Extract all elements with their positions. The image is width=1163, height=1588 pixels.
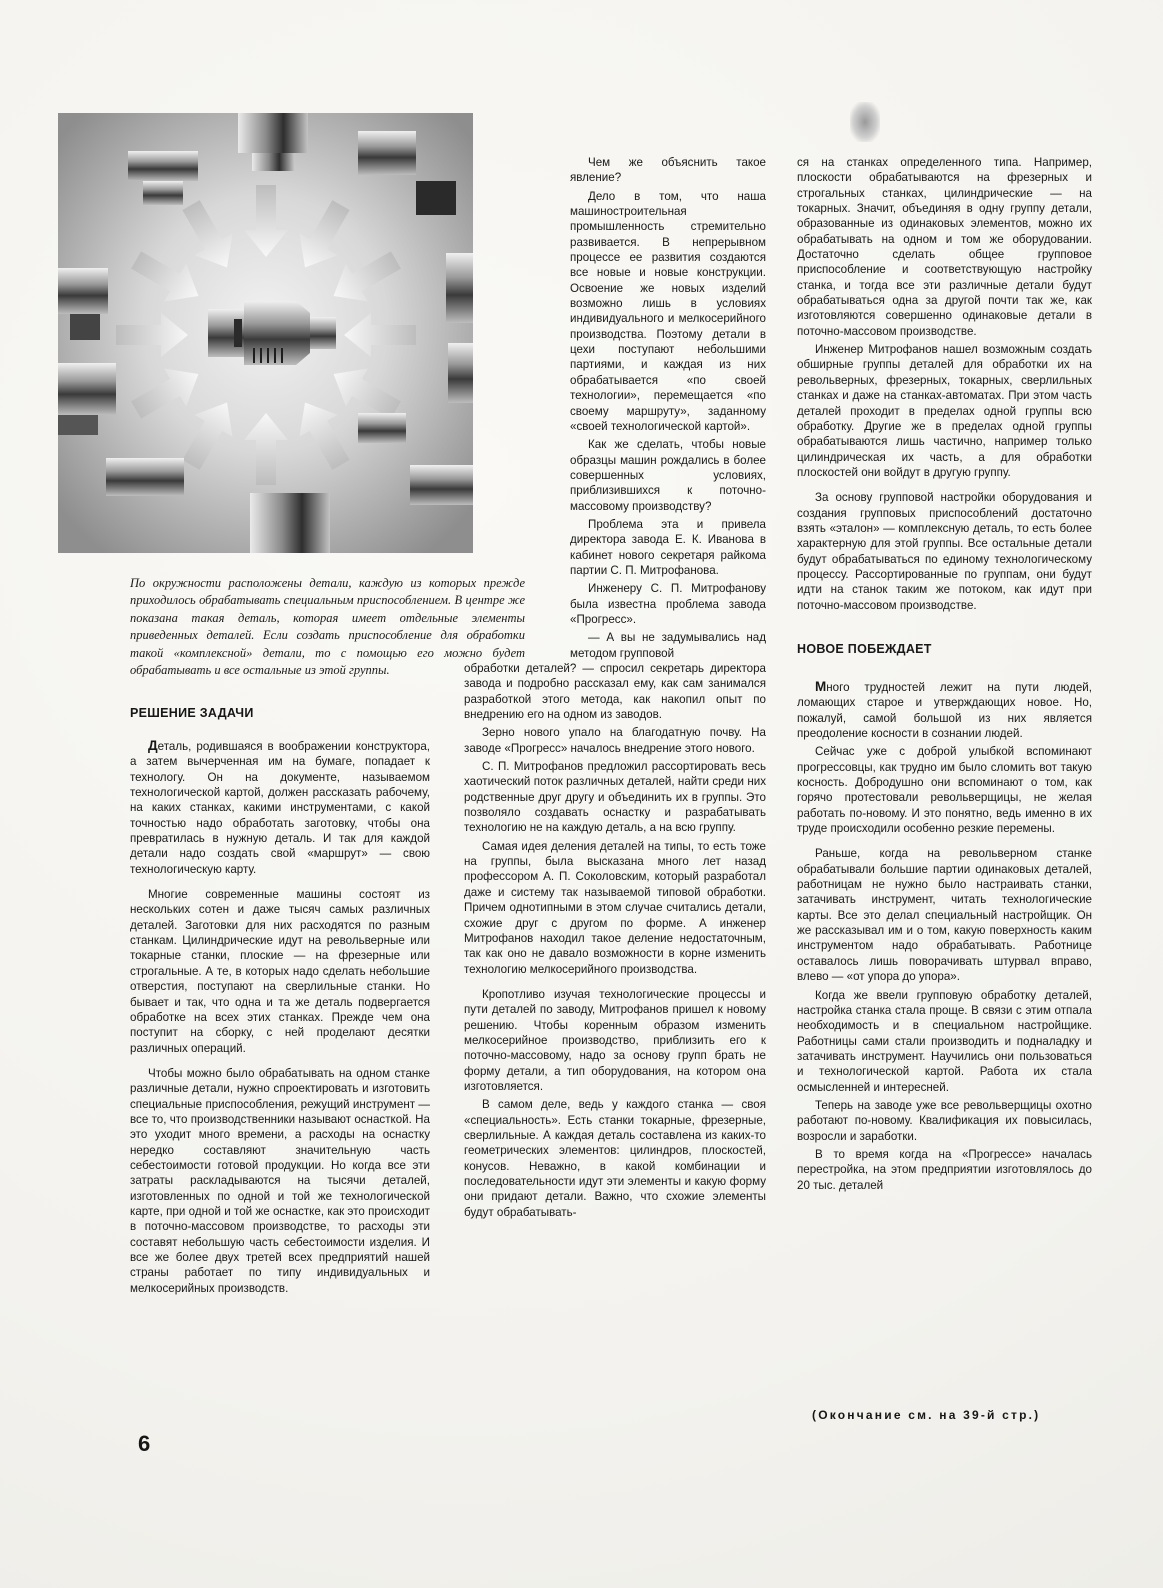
- paragraph: Сейчас уже с доброй улыбкой вспоминают прогрессовцы, как трудно им было сломить вот такую косность. Добродушно они вспоминают о том, как горячо протестовали револьверщицы, не желая работать по-новому. И это понятно, ведь именно в их труде происходили особенно резкие перемены.: [797, 745, 1092, 836]
- paragraph: Как же сделать, чтобы новые образцы машин рождались в более совершенных условиях, приблизившихся к поточно-массовому производству?: [570, 438, 766, 513]
- paragraph: Проблема эта и привела директора завода Е. К. Иванова в кабинет нового секретаря райкома партии С. П. Митрофанова.: [570, 517, 766, 577]
- page-number: 6: [138, 1431, 151, 1456]
- paragraph: В то время когда на «Прогрессе» началась перестройка, на этом предприятии изготовлялось до 20 тыс. деталей: [797, 1147, 1092, 1192]
- paragraph-text: ного трудностей лежит на пути людей, ломающих старое и утверждающих новое. Но, пожалуй, самой большой из них является преодоление косности в сознании людей.: [797, 680, 1092, 740]
- illustration-machine-parts: [58, 113, 473, 553]
- paragraph: — А вы не задумывались над методом групповой: [570, 631, 766, 660]
- paragraph: Дело в том, что наша машиностроительная промышленность стремительно развивается. В непрерывном процессе ее развития создаются все новые и новые конструкции. Освоение же новых изделий возможно лишь в условиях индивидуального и мелкосерийного производства. Поэтому детали в цехи поступают небольшими партиями, и каждая из них обрабатывается «по своей технологии», перемещается «по своему маршруту», заданному «своей технологической картой».: [570, 189, 766, 433]
- paragraph: Чем же объяснить такое явление?: [570, 156, 766, 185]
- paragraph: Зерно нового упало на благодатную почву. На заводе «Прогресс» началось внедрение этого нового.: [464, 726, 766, 755]
- paragraph: [797, 679, 1092, 741]
- paragraph: Многие современные машины состоят из нескольких сотен и даже тысяч самых различных деталей. Заготовки для них расходятся по разным станкам. Цилиндрические идут на револьверные или токарные станки, плоские — на фрезерные или строгальные. А те, в которых надо сделать небольшие отверстия, поступают на сверлильные станки. Но бывает и так, что одна и та же деталь подвергается обработке на всех этих станках. Прежде чем она поступит на сборку, с ней проделают десятки различных операций.: [130, 888, 430, 1055]
- paragraph: [130, 738, 430, 877]
- dropcap: М: [815, 678, 827, 694]
- paragraph: Инженер Митрофанов нашел возможным создать обширные группы деталей для обработки их на револьверных, фрезерных, токарных, сверлильных станках и даже на станках-автоматах. При этом часть деталей проходит в пределах одной группы всю обработку. Другие же в пределах одной группы обрабатываются лишь частично, например только цилиндрическая их часть, а для обработки плоскостей они войдут в другую группу.: [797, 343, 1092, 479]
- continuation-note: (Окончание см. на 39-й стр.): [812, 1408, 1041, 1422]
- column-a: [130, 738, 430, 1296]
- section-heading-resheniye: РЕШЕНИЕ ЗАДАЧИ: [130, 706, 254, 720]
- paragraph: В самом деле, ведь у каждого станка — своя «специальность». Есть станки токарные, фрезерные, сверлильные. А каждая деталь составлена из каких-то геометрических элементов: цилиндров, плоскостей, конусов. Неважно, в какой комбинации и последовательности идут эти элементы и какую форму они придают детали. Важно, что схожие элементы будут обрабатывать-: [464, 1098, 766, 1219]
- paragraph: Раньше, когда на револьверном станке обрабатывали большие партии одинаковых деталей, работницам не нужно было настраивать станки, затачивать инструмент, читать технологические карты. Все это делал специальный настройщик. Он же рассказывал им и о том, какую поверхность каким инструментом надо обрабатывать. Работнице оставалось лишь поворачивать штурвал вправо, влево — «от упора до упора».: [797, 847, 1092, 984]
- paragraph: Теперь на заводе уже все револьверщицы охотно работают по-новому. Квалификация их повысилась, возросли и заработки.: [797, 1098, 1092, 1143]
- column-b: [464, 155, 766, 1220]
- column-c: [797, 155, 1092, 1193]
- paragraph: За основу групповой настройки оборудования и создания групповых приспособлений достаточно взять «эталон» — комплексную деталь, то есть более характерную для этой группы. Все остальные детали будут обрабатываться по единому технологическому процессу. Рассортированные по группам, они будут идти на станок таким же потоком, как идут при поточно-массовом производстве.: [797, 491, 1092, 612]
- section-heading-novoye: НОВОЕ ПОБЕЖДАЕТ: [797, 641, 932, 656]
- paragraph: ся на станках определенного типа. Например, плоскости обрабатываются на фрезерных и строгальных станках, цилиндрические — на токарных. Значит, объединяя в одну группу детали, образованные из одинаковых элементов, можно их обрабатывать на одном и том же оборудовании. Достаточно сделать общее групповое приспособление и соответствующую настройку станка, и тогда все эти различные детали будут обрабатываться одна за другой почти так же, как изготовляются совершенно одинаковые детали в поточно-массовом производстве.: [797, 156, 1092, 338]
- print-smudge: [850, 102, 880, 142]
- paragraph: Чтобы можно было обрабатывать на одном станке различные детали, нужно спроектировать и изготовить специальные приспособления, режущий инструмент — все то, что производственники называют оснасткой. На это уходит много времени, а расходы на оснастку нередко составляют значительную часть себестоимости готовой продукции. Но когда все эти затраты раскладываются на тысячи деталей, изготовленных по одной и той же технологической карте, при одной и той же оснастке, как это происходит в поточно-массовом производстве, то расходы эти составят небольшую часть себестоимости изделия. И все же более двух третей всех предприятий нашей страны работает по типу индивидуальных и мелкосерийных производств.: [130, 1066, 430, 1295]
- paragraph-text: еталь, родившаяся в воображении конструктора, а затем вычерченная им на бумаге, попадает к технологу. Он на документе, называемом технологической картой, должен рассказать рабочему, на каких станках, какими инструментами, с какой точностью надо обработать заготовку, чтобы она превратилась в нужную деталь. И так для каждой детали надо создать свой «маршрут» — свою технологическую карту.: [130, 740, 430, 876]
- paragraph: С. П. Митрофанов предложил рассортировать весь хаотический поток различных деталей, найти среди них родственные друг другу и объединить их в группы. Это позволяло создавать оснастку и разрабатывать технологию не на каждую деталь, а на всю группу.: [464, 760, 766, 835]
- figure-caption: По окружности расположены детали, каждую из которых прежде приходилось обрабатывать специальным приспособлением. В центре же показана такая деталь, которая имеет отдельные элементы приведенных деталей. Если создать приспособление для обработки такой «комплексной» детали, то с помощью его можно будет обрабатывать и все остальные из этой группы.: [130, 576, 525, 678]
- dropcap: Д: [148, 738, 158, 753]
- column-b-intro: [570, 155, 766, 661]
- paragraph: обработки деталей? — спросил секретарь директора завода и подробно рассказал ему, как сам занимался разработкой этого метода, как накопил опыт по внедрению его на одном из заводов.: [464, 662, 766, 722]
- paragraph: Кропотливо изучая технологические процессы и пути деталей по заводу, Митрофанов пришел к новому решению. Чтобы коренным образом изменить мелкосерийное производство, приблизить его к поточно-массовому, надо за основу групп брать не форму детали, а тип оборудования, на котором она изготовляется.: [464, 987, 766, 1093]
- paragraph: Когда же ввели групповую обработку деталей, настройка станка стала проще. В связи с этим отпала необходимость и в специальном настройщике. Работницы сами стали производить и подналадку и затачивать инструмент. Научились они пользоваться и технологической картой. Работа их стала осмысленней и интересней.: [797, 988, 1092, 1094]
- paragraph: Самая идея деления деталей на типы, то есть тоже на группы, была высказана много лет назад профессором А. П. Соколовским, который разработал даже и систему так называемой типовой обработки. Причем однотипными в этом случае считались детали, схожие друг с другом по форме. А инженер Митрофанов находил такое деление недостаточным, так как оно не давало возможности в корне изменить технологию мелкосерийного производства.: [464, 839, 766, 976]
- paragraph: Инженеру С. П. Митрофанову была известна проблема завода «Прогресс».: [570, 582, 766, 626]
